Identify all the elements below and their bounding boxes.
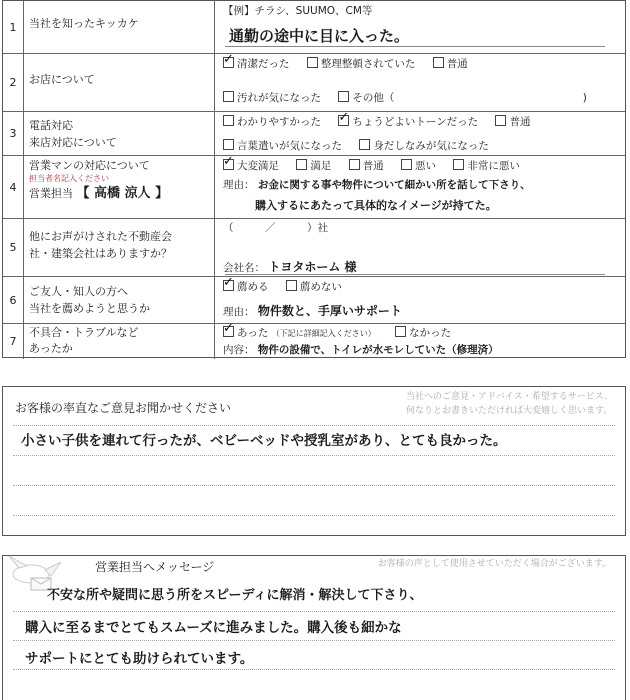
checkbox-very-bad[interactable]: 非常に悪い (453, 160, 520, 172)
checkbox-organized[interactable]: 整理整頓されていた (307, 58, 416, 70)
handwritten-reason-2: 購入するにあたって具体的なイメージが持てた。 (255, 199, 497, 212)
checkbox-clean[interactable]: ✓清潔だった (223, 58, 290, 70)
row-number: 1 (3, 1, 24, 53)
question: 不具合・トラブルなど あったか (23, 324, 215, 359)
checkbox-appearance[interactable]: 身だしなみが気になった (359, 140, 489, 152)
handwritten-reason: お金に関する事や物件について細かい所を話して下さり、 (257, 179, 531, 191)
handwritten-message-1: 不安な所や疑問に思う所をスピーディに解消・解決して下さり、 (47, 588, 423, 603)
row-1 (3, 1, 625, 54)
checkbox-not-recommend[interactable]: 薦めない (286, 281, 342, 293)
handwritten-opinion: 小さい子供を連れて行ったが、ベビーベッドや授乳室があり、とても良かった。 (21, 433, 507, 449)
checkbox-dirty[interactable]: 汚れが気になった (223, 92, 321, 104)
checkbox-normal[interactable]: 普通 (495, 116, 530, 128)
handwritten-message-3: サポートにとても助けられています。 (25, 651, 254, 667)
answer-area: ✓清潔だった 整理整頓されていた 普通 汚れが気になった その他（ ) (215, 54, 625, 111)
checkbox-wording[interactable]: 言葉遣いが気になった (223, 140, 342, 152)
handwritten-message-2: 購入に至るまでとてもスムーズに進みました。購入後も細かな (25, 620, 402, 636)
checkbox-yes[interactable]: ✓あった (223, 327, 268, 339)
checkbox-good-tone[interactable]: ✓ ちょうどよいトーンだった (338, 116, 478, 128)
question-text: 当社を知ったキッカケ (29, 17, 139, 30)
row-3 (3, 112, 625, 156)
row-2 (3, 54, 625, 112)
message-title: 営業担当へメッセージ (95, 560, 215, 574)
checkbox-no[interactable]: なかった (395, 327, 451, 339)
question: ご友人・知人の方へ 当社を薦めようと思うか (23, 277, 215, 323)
handwritten-reason: 物件数と、手厚いサポート (257, 304, 402, 318)
row-5 (3, 219, 625, 277)
question: 営業マンの対応について 担当者名記入ください 営業担当 【 高橋 涼人 】 (23, 156, 215, 218)
survey-table (2, 0, 626, 358)
row-number: 4 (3, 156, 24, 218)
checkbox-satisfied[interactable]: 満足 (296, 160, 331, 172)
question (23, 54, 215, 111)
handwritten-content: 物件の設備で、トイレが水モレしていた（修理済） (257, 344, 499, 356)
answer-area: （ ／ ）社 会社名： トヨタホーム 様 (215, 219, 625, 276)
checkbox-very-satisfied[interactable]: ✓大変満足 (223, 160, 279, 172)
row-4 (3, 156, 625, 219)
message-panel (2, 555, 626, 700)
row-6 (3, 277, 625, 324)
question: 他にお声がけされた不動産会 社・建築会社はありますか？ (23, 219, 215, 276)
row-number: 3 (3, 112, 24, 155)
row-7 (3, 324, 625, 359)
message-note: お客様の声として使用させていただく場合がございます。 (377, 559, 611, 569)
handwritten-answer: 通勤の途中に目に入った。 (229, 27, 410, 45)
answer-area: ✓あった （下記に詳細記入ください） なかった 内容： 物件の設備で、トイレが水モレしていた（修理済） (215, 324, 625, 359)
answer-area (215, 112, 625, 155)
row-number: 7 (3, 324, 24, 359)
checkbox-other[interactable]: その他（ (338, 92, 394, 104)
opinion-note: 当社へのご意見・アドバイス・希望するサービス、 何なりとお書きいただければ大変嬉しく思います。 (405, 392, 613, 416)
question: 電話対応 来店対応について (23, 112, 215, 155)
example-text: 【例】チラシ、SUUMO、CM等 (223, 5, 373, 17)
question (23, 1, 215, 53)
question-text: お店について (29, 73, 95, 86)
checkbox-clear[interactable]: わかりやすかった (223, 116, 321, 128)
row-number: 5 (3, 219, 24, 276)
handwritten-company: トヨタホーム 様 (268, 260, 357, 274)
opinion-title: お客様の率直なご意見お聞かせください (15, 401, 232, 415)
row-number: 6 (3, 277, 24, 323)
company-count: （ ／ ）社 (223, 222, 328, 234)
checkbox-bad[interactable]: 悪い (401, 160, 436, 172)
row-number: 2 (3, 54, 24, 111)
checkbox-normal[interactable]: 普通 (433, 58, 468, 70)
opinion-panel (2, 386, 626, 536)
checkbox-normal[interactable]: 普通 (349, 160, 384, 172)
staff-name: 【 高橋 涼人 】 (76, 185, 169, 201)
checkbox-recommend[interactable]: ✓薦める (223, 281, 269, 293)
answer-area (215, 1, 625, 53)
answer-area: ✓大変満足 満足 普通 悪い 非常に悪い 理由： お金に関する事や物件について細かい所を話して下さり、 購入するにあたって具体的なイメージが持てた。 (215, 156, 625, 218)
answer-area: ✓薦める 薦めない 理由： 物件数と、手厚いサポート (215, 277, 625, 323)
red-note: 担当者名記入ください (29, 173, 109, 183)
